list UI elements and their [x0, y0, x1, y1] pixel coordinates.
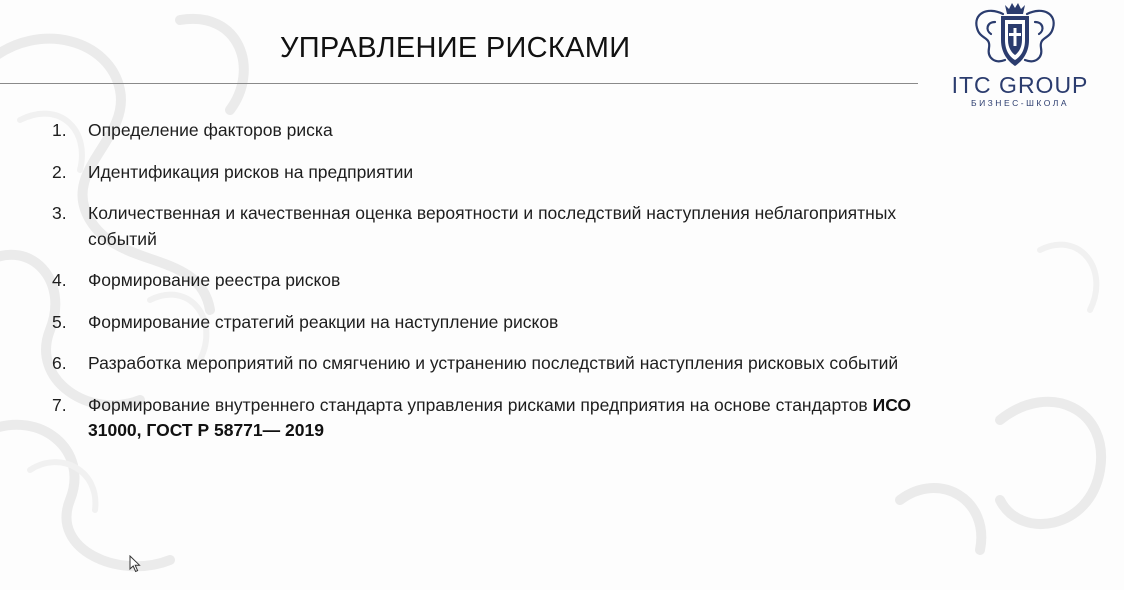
list-item	[52, 310, 952, 336]
item-number: 7.	[52, 394, 67, 415]
list-item	[52, 118, 952, 144]
item-number: 5.	[52, 311, 67, 332]
item-text: Формирование стратегий реакции на наступление рисков	[88, 311, 559, 332]
list-item	[52, 393, 952, 444]
logo-subtitle: БИЗНЕС-ШКОЛА	[970, 98, 1069, 108]
logo-name: ITC GROUP	[951, 72, 1089, 98]
mouse-pointer-icon	[129, 555, 141, 573]
company-logo	[930, 0, 1110, 115]
risk-steps-list	[52, 118, 952, 460]
item-text: Определение факторов риска	[88, 120, 333, 140]
item-text: Разработка мероприятий по смягчению и устранению последствий наступления рисковых событий	[88, 353, 899, 373]
item-number: 6.	[52, 353, 67, 373]
slide-title: УПРАВЛЕНИЕ РИСКАМИ	[280, 32, 631, 64]
list-item	[52, 201, 952, 252]
list-item	[52, 351, 952, 377]
item-text: Идентификация рисков на предприятии	[88, 161, 414, 182]
item-text: Формирование реестра рисков	[88, 270, 341, 290]
item-text: Формирование внутреннего стандарта управления рисками предприятия на основе стандартов	[88, 394, 873, 415]
item-number: 3.	[52, 203, 67, 223]
crest-emblem-icon	[965, 0, 1065, 72]
item-number: 2.	[52, 161, 67, 182]
item-number: 4.	[52, 270, 67, 290]
item-text: Количественная и качественная оценка вероятности и последствий наступления неблагоприятных событий	[88, 203, 897, 249]
title-divider	[0, 83, 918, 84]
item-number: 1.	[52, 120, 67, 140]
list-item	[52, 268, 952, 294]
list-item	[52, 160, 952, 186]
standards-reference: ИСО 31000, ГОСТ Р 58771— 2019	[88, 394, 912, 440]
